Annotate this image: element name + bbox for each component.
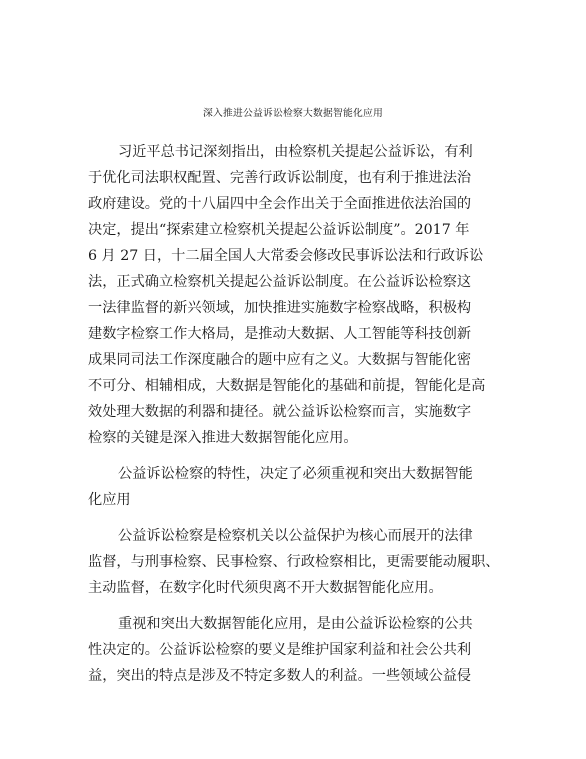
paragraph-1-line-9: 成果同司法工作深度融合的题中应有之义。大数据与智能化密 — [88, 352, 472, 368]
paragraph-1-line-8: 建数字检察工作大格局，是推动大数据、人工智能等科技创新 — [88, 326, 472, 342]
paragraph-4-line-3: 益，突出的特点是涉及不特定多数人的利益。一些领域公益侵 — [88, 668, 472, 684]
paragraph-1-line-6: 法，正式确立检察机关提起公益诉讼制度。在公益诉讼检察这 — [88, 274, 472, 290]
paragraph-1-line-7: 一法律监督的新兴领域，加快推进实施数字检察战略，积极构 — [88, 300, 472, 316]
document-title: 深入推进公益诉讼检察大数据智能化应用 — [203, 108, 383, 119]
paragraph-2-line-1: 公益诉讼检察的特性，决定了必须重视和突出大数据智能 — [118, 466, 473, 482]
paragraph-1-line-5: 6 月 27 日，十二届全国人大常委会修改民事诉讼法和行政诉讼 — [88, 248, 484, 264]
paragraph-1-line-11: 效处理大数据的利器和捷径。就公益诉讼检察而言，实施数字 — [88, 404, 472, 420]
paragraph-1-line-4: 决定，提出“探索建立检察机关提起公益诉讼制度”。2017 年 — [88, 222, 470, 238]
paragraph-1-line-1: 习近平总书记深刻指出，由检察机关提起公益诉讼，有利 — [118, 144, 473, 160]
paragraph-3-line-1: 公益诉讼检察是检察机关以公益保护为核心而展开的法律 — [118, 528, 473, 544]
paragraph-3-line-3: 主动监督，在数字化时代须臾离不开大数据智能化应用。 — [88, 580, 443, 596]
paragraph-1-line-3: 政府建设。党的十八届四中全会作出关于全面推进依法治国的 — [88, 196, 472, 212]
paragraph-1-line-12: 检察的关键是深入推进大数据智能化应用。 — [88, 430, 358, 446]
paragraph-4-line-2: 性决定的。公益诉讼检察的要义是维护国家利益和社会公共利 — [88, 642, 472, 658]
paragraph-4-line-1: 重视和突出大数据智能化应用，是由公益诉讼检察的公共 — [118, 616, 473, 632]
paragraph-1-line-10: 不可分、相辅相成，大数据是智能化的基础和前提，智能化是高 — [88, 378, 486, 394]
paragraph-2-line-2: 化应用 — [88, 492, 131, 508]
paragraph-3-line-2: 监督，与刑事检察、民事检察、行政检察相比，更需要能动履职、 — [88, 554, 500, 570]
paragraph-1-line-2: 于优化司法职权配置、完善行政诉讼制度，也有利于推进法治 — [88, 170, 472, 186]
